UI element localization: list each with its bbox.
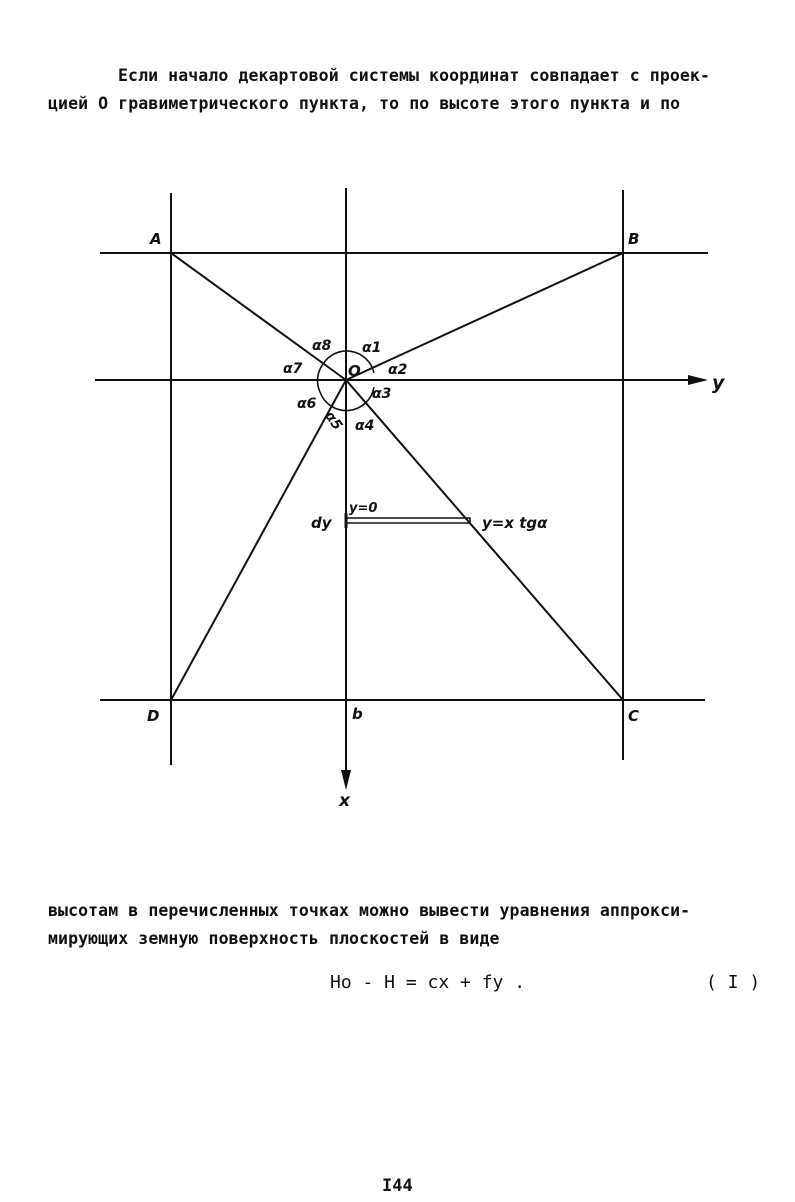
paragraph-top-line-1: Если начало декартовой системы координат совпадает с проек- — [118, 66, 710, 85]
line-o-to-c — [346, 380, 623, 700]
paragraph-bottom — [48, 897, 763, 953]
angle-label-alpha-1: α1 — [362, 340, 382, 356]
equation-number: ( I ) — [706, 972, 761, 993]
line-o-to-b — [346, 253, 623, 380]
corner-label-a: A — [150, 230, 162, 248]
line-o-to-d — [171, 380, 346, 700]
line-o-to-a — [171, 253, 346, 380]
angle-arc-left — [318, 364, 323, 392]
paragraph-bottom-line-1: высотам в перечисленных точках можно вывести уравнения аппрокси- — [48, 901, 691, 920]
strip-top-label: y=0 — [349, 501, 378, 516]
strip-left-label: dy — [311, 514, 332, 532]
angle-label-alpha-5: α5 — [321, 408, 346, 434]
corner-label-d: D — [147, 707, 160, 725]
corner-label-b: B — [628, 230, 640, 248]
corner-label-c: C — [628, 707, 640, 725]
paragraph-top-line-2: цией О гравиметрического пункта, то по высоте этого пункта и по — [48, 94, 681, 113]
angle-label-alpha-3: α3 — [372, 386, 392, 402]
formula: Hо - H = cx + fy . — [330, 972, 526, 993]
x-axis-arrowhead — [341, 770, 351, 790]
page-number: I44 — [382, 1176, 413, 1196]
bottom-label-b: b — [352, 705, 363, 723]
angle-label-alpha-2: α2 — [388, 362, 408, 378]
strip-dy — [346, 518, 470, 523]
y-axis-label: y — [712, 372, 725, 394]
angle-label-alpha-7: α7 — [283, 361, 303, 377]
paragraph-bottom-line-2: мирующих земную поверхность плоскостей в виде — [48, 929, 500, 948]
y-axis-arrowhead — [688, 375, 708, 385]
angle-label-alpha-4: α4 — [355, 418, 375, 434]
angle-label-alpha-8: α8 — [312, 338, 332, 354]
angle-label-alpha-6: α6 — [297, 396, 317, 412]
strip-right-label: y=x tgα — [482, 514, 548, 532]
x-axis-label: x — [339, 791, 350, 811]
origin-label: O — [348, 362, 361, 380]
